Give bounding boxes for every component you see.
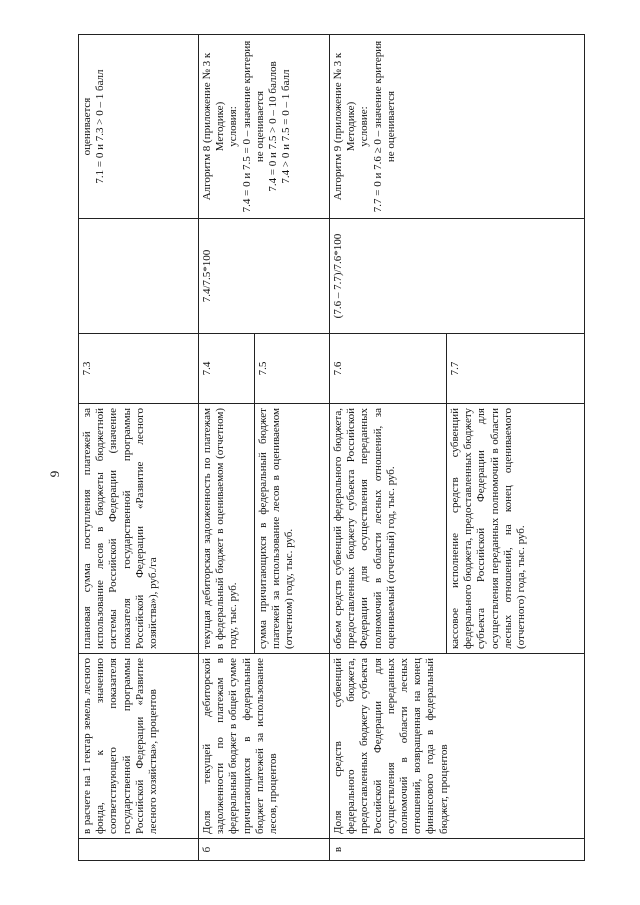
table-row bbox=[199, 35, 255, 861]
assessment-line: Алгоритм 8 (приложение № 3 к Методике) bbox=[201, 52, 227, 201]
table-row bbox=[79, 35, 199, 861]
criteria-table bbox=[78, 34, 585, 861]
formula bbox=[79, 219, 199, 334]
indicator-name: Доля текущей дебиторской задолженности по платежам в федеральный бюджет в общей сумме причитающихся в федеральный бюджет платежей за использование лесов, процентов bbox=[199, 654, 330, 839]
assessment-line: условие: bbox=[358, 106, 371, 147]
formula: (7.6 – 7.7)/7.6*100 bbox=[330, 219, 585, 334]
formula: 7.4/7.5*100 bbox=[199, 219, 330, 334]
component-code: 7.7 bbox=[447, 334, 585, 404]
assessment-line: 7.1 = 0 и 7.3 > 0 – 1 балл bbox=[94, 69, 107, 184]
component-text: объем средств субвенций федерального бюджета, предоставленных бюджету субъекта Российской Федерации для осуществления переданных полномочий в области лесных отношений, за оцениваемый (отчетный) год, тыс. руб. bbox=[330, 404, 447, 654]
component-code: 7.6 bbox=[330, 334, 447, 404]
assessment-line: условия: bbox=[227, 106, 240, 147]
assessment-line: 7.4 = 0 и 7.5 > 0 – 10 баллов bbox=[266, 61, 279, 192]
table-row bbox=[330, 35, 447, 861]
assessment-line: 7.4 > 0 и 7.5 = 0 – 1 балл bbox=[280, 69, 293, 184]
component-code: 7.4 bbox=[199, 334, 255, 404]
assessment-line: Алгоритм 9 (приложение № 3 к Методике) bbox=[332, 52, 358, 201]
component-code: 7.3 bbox=[79, 334, 199, 404]
indicator-name: Доля средств субвенций федерального бюджета, предоставленных бюджету субъекта Российской Федерации для осуществления переданных полномочий в области лесных отношений, возвращенная на конец финансового года в федеральный бюджет, процентов bbox=[330, 654, 585, 839]
component-text: текущая дебиторская задолженность по платежам в федеральный бюджет в оцениваемом (отчетном) году, тыс. руб. bbox=[199, 404, 255, 654]
assessment-line: 7.7 = 0 и 7.6 ≥ 0 – значение критерия не оценивается bbox=[371, 40, 397, 213]
assessment-cell bbox=[330, 35, 585, 219]
row-number bbox=[79, 839, 199, 861]
assessment-cell bbox=[79, 35, 199, 219]
row-number: б bbox=[199, 839, 330, 861]
component-text: плановая сумма поступления платежей за использование лесов в бюджеты бюджетной системы Российской Федерации (значение показателя государственной программы Российской Федерации «Развитие лесного хозяйства»), руб./га bbox=[79, 404, 199, 654]
page-number: 9 bbox=[47, 470, 62, 478]
assessment-line: оценивается bbox=[81, 97, 93, 156]
assessment-line: 7.4 = 0 и 7.5 = 0 – значение критерия не оценивается bbox=[240, 40, 266, 213]
indicator-name: в расчете на 1 гектар земель лесного фонда, к значению соответствующего показателя государственной программы Российской Федерации «Развитие лесного хозяйства», процентов bbox=[79, 654, 199, 839]
row-number: в bbox=[330, 839, 585, 861]
assessment-cell bbox=[199, 35, 330, 219]
component-code: 7.5 bbox=[255, 334, 330, 404]
rotated-page-content bbox=[78, 35, 584, 861]
component-text: кассовое исполнение средств субвенций федерального бюджета, предоставленных бюджету субъекта Российской Федерации для осуществления переданных полномочий в области лесных отношений, на конец оцениваемого (отчетного) года, тыс. руб. bbox=[447, 404, 585, 654]
component-text: сумма причитающихся в федеральный бюджет платежей за использование лесов в оцениваемом (отчетном) году, тыс. руб. bbox=[255, 404, 330, 654]
